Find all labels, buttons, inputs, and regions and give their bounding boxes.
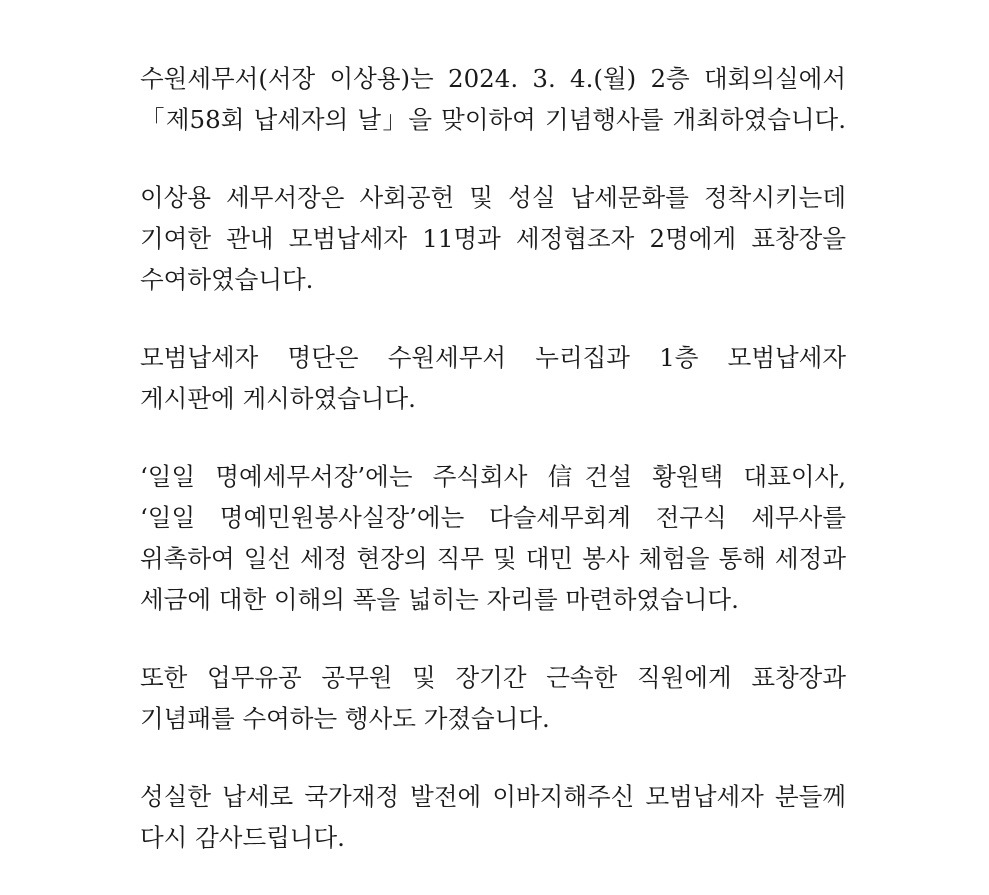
text-line: 세금에 대한 이해의 폭을 넓히는 자리를 마련하였습니다.	[140, 585, 739, 614]
text-line: 이상용 세무서장은 사회공헌 및 성실 납세문화를 정착시키는데	[140, 183, 846, 212]
document-body	[140, 58, 846, 895]
paragraph-staff-awards	[140, 657, 846, 739]
text-line: 기여한 관내 모범납세자 11명과 세정협조자 2명에게 표창장을	[140, 224, 846, 253]
text-line: 또한 업무유공 공무원 및 장기간 근속한 직원에게 표창장과	[140, 663, 846, 692]
text-line: 위촉하여 일선 세정 현장의 직무 및 대민 봉사 체험을 통해 세정과	[140, 544, 846, 573]
paragraph-honorary-positions	[140, 456, 846, 620]
text-line: ‘일일 명예세무서장’에는 주식회사 信건설 황원택 대표이사,	[140, 462, 846, 491]
paragraph-awards	[140, 177, 846, 300]
text-line: ‘일일 명예민원봉사실장’에는 다슬세무회계 전구식 세무사를	[140, 503, 846, 532]
text-line: 성실한 납세로 국가재정 발전에 이바지해주신 모범납세자 분들께	[140, 782, 846, 811]
text-line: 모범납세자 명단은 수원세무서 누리집과 1층 모범납세자	[140, 343, 846, 372]
paragraph-list-posting	[140, 337, 846, 419]
paragraph-event-intro	[140, 58, 846, 140]
paragraph-thanks	[140, 776, 846, 858]
text-line: 기념패를 수여하는 행사도 가졌습니다.	[140, 704, 550, 733]
text-line: 다시 감사드립니다.	[140, 823, 345, 852]
text-line: 수원세무서(서장 이상용)는 2024. 3. 4.(월) 2층 대회의실에서	[140, 64, 846, 93]
text-line: 게시판에 게시하였습니다.	[140, 384, 416, 413]
text-line: 수여하였습니다.	[140, 265, 314, 294]
text-line: 「제58회 납세자의 날」을 맞이하여 기념행사를 개최하였습니다.	[140, 105, 846, 134]
